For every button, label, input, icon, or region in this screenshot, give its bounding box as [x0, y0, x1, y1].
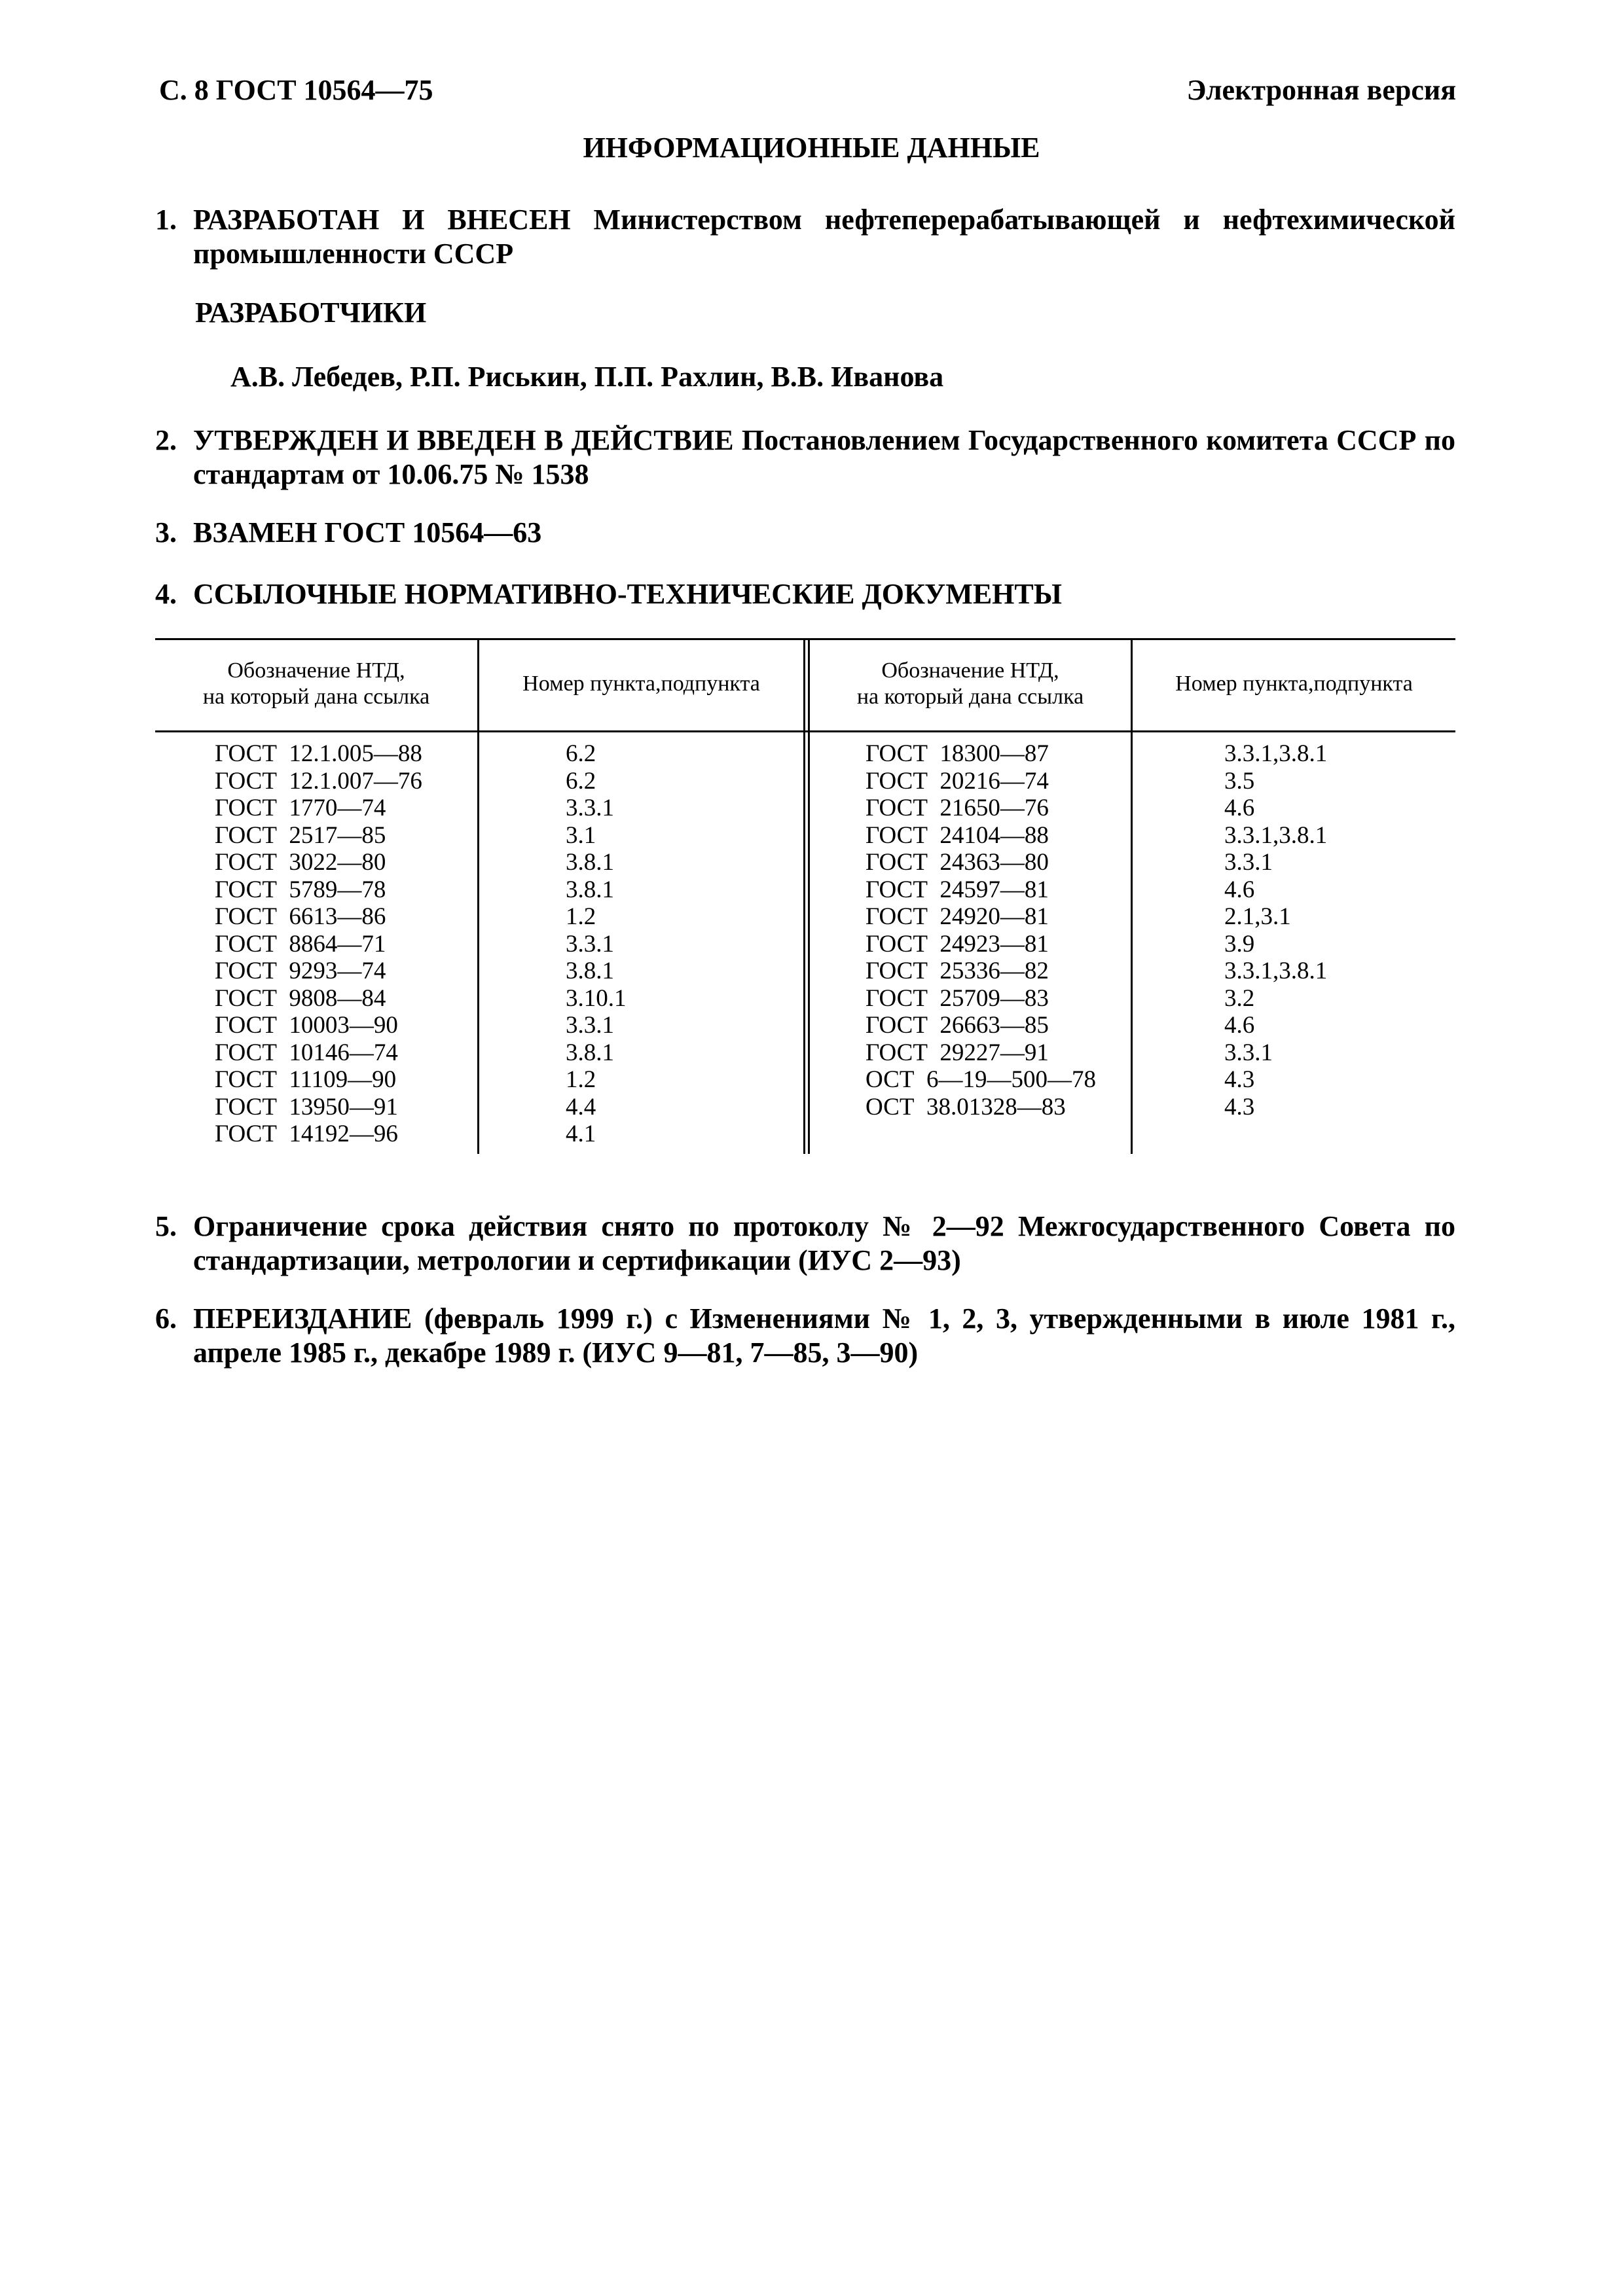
table-cell-document: ГОСТ 24923—81 [866, 930, 1049, 958]
table-cell-item: 3.3.1 [1224, 849, 1273, 876]
item-number: 2. [155, 424, 177, 456]
developers-heading: РАЗРАБОТЧИКИ [195, 296, 427, 329]
right-items-column [1224, 740, 1327, 1121]
table-cell-document: ГОСТ 24920—81 [866, 903, 1049, 930]
table-cell-item: 3.3.1,3.8.1 [1224, 821, 1328, 849]
table-cell-item: 3.5 [1224, 767, 1255, 795]
table-cell-item: 3.8.1 [566, 958, 614, 984]
page-title: ИНФОРМАЦИОННЫЕ ДАННЫЕ [583, 132, 1040, 164]
table-cell-document: ГОСТ 2517—85 [215, 821, 386, 849]
table-cell-item: 3.10.1 [566, 984, 627, 1012]
item-number: 3. [155, 516, 177, 548]
table-cell-item: 6.2 [566, 740, 596, 767]
item-number: 1. [155, 204, 177, 236]
table-cell-document: ГОСТ 20216—74 [866, 767, 1049, 795]
table-cell-item: 2.1,3.1 [1224, 903, 1291, 930]
table-cell-document: ГОСТ 11109—90 [215, 1066, 397, 1093]
table-cell-document: ГОСТ 25336—82 [866, 958, 1049, 984]
table-cell-document: ГОСТ 26663—85 [866, 1012, 1049, 1039]
table-cell-document: ОСТ 38.01328—83 [866, 1093, 1066, 1121]
item-text: ПЕРЕИЗДАНИЕ (февраль 1999 г.) с Изменениями № 1, 2, 3, утвержденными в июле 1981 г., апреле 1985 г., декабре 1989 г. (ИУС 9—81, 7—85, 3—90) [193, 1302, 1455, 1369]
item-4 [155, 577, 1455, 611]
table-cell-item: 4.3 [1224, 1066, 1255, 1093]
table-header-rule [155, 730, 1455, 732]
item-text: РАЗРАБОТАН И ВНЕСЕН Министерством нефтеперерабатывающей и нефтехимической промышленности СССР [193, 204, 1455, 270]
table-cell-item: 3.3.1 [566, 1012, 614, 1039]
right-documents-column [866, 740, 1096, 1121]
table-cell-item: 4.6 [1224, 876, 1255, 903]
table-cell-document: ГОСТ 13950—91 [215, 1093, 398, 1121]
table-cell-document: ГОСТ 25709—83 [866, 984, 1049, 1012]
item-text: Ограничение срока действия снято по протоколу № 2—92 Межгосударственного Совета по стандартизации, метрологии и сертификации (ИУС 2—93) [193, 1210, 1455, 1276]
page-header-left: С. 8 ГОСТ 10564—75 [159, 74, 433, 106]
table-cell-document: ОСТ 6—19—500—78 [866, 1066, 1096, 1093]
table-cell-document: ГОСТ 21650—76 [866, 795, 1049, 821]
table-col-divider [477, 638, 479, 1154]
table-cell-item: 1.2 [566, 1066, 596, 1093]
table-cell-item: 3.8.1 [566, 876, 614, 903]
table-cell-item: 4.3 [1224, 1093, 1255, 1121]
table-center-divider-a [803, 638, 805, 1154]
table-cell-item: 1.2 [566, 903, 596, 930]
item-5 [155, 1210, 1455, 1278]
table-cell-document: ГОСТ 3022—80 [215, 849, 386, 876]
table-cell-document: ГОСТ 6613—86 [215, 903, 386, 930]
table-cell-item: 3.3.1,3.8.1 [1224, 958, 1328, 984]
table-cell-item: 4.6 [1224, 1012, 1255, 1039]
table-cell-document: ГОСТ 5789—78 [215, 876, 386, 903]
table-cell-item: 3.8.1 [566, 849, 614, 876]
item-3 [155, 516, 1455, 550]
table-header-designation: Обозначение НТД, на который дана ссылка [856, 658, 1084, 709]
table-center-divider-b [808, 638, 810, 1154]
table-cell-item: 3.3.1,3.8.1 [1224, 740, 1328, 767]
page-header-right: Электронная версия [1186, 74, 1456, 106]
item-number: 6. [155, 1302, 177, 1335]
item-1 [155, 203, 1455, 271]
item-text: УТВЕРЖДЕН И ВВЕДЕН В ДЕЙСТВИЕ Постановлением Государственного комитета СССР по стандартам от 10.06.75 № 1538 [193, 424, 1455, 490]
table-cell-item: 4.4 [566, 1093, 596, 1121]
table-cell-item: 3.1 [566, 821, 596, 849]
table-cell-document: ГОСТ 24104—88 [866, 821, 1049, 849]
table-cell-item: 3.3.1 [566, 930, 614, 958]
table-cell-document: ГОСТ 10146—74 [215, 1039, 398, 1066]
table-cell-document: ГОСТ 12.1.005—88 [215, 740, 422, 767]
item-number: 5. [155, 1210, 177, 1242]
table-cell-document: ГОСТ 14192—96 [215, 1121, 398, 1147]
item-text: ВЗАМЕН ГОСТ 10564—63 [193, 516, 542, 548]
table-cell-item: 4.6 [1224, 795, 1255, 821]
table-cell-document: ГОСТ 18300—87 [866, 740, 1049, 767]
table-header-item-number: Номер пункта,подпункта [522, 672, 760, 696]
table-cell-document: ГОСТ 1770—74 [215, 795, 386, 821]
table-cell-item: 4.1 [566, 1121, 596, 1147]
table-header-designation: Обозначение НТД, на который дана ссылка [202, 658, 430, 709]
table-cell-document: ГОСТ 29227—91 [866, 1039, 1049, 1066]
table-cell-item: 3.3.1 [566, 795, 614, 821]
table-cell-item: 3.3.1 [1224, 1039, 1273, 1066]
left-items-column [566, 740, 627, 1148]
table-cell-item: 3.8.1 [566, 1039, 614, 1066]
reference-table [155, 638, 1455, 1154]
item-text: ССЫЛОЧНЫЕ НОРМАТИВНО-ТЕХНИЧЕСКИЕ ДОКУМЕНТЫ [193, 578, 1062, 610]
item-number: 4. [155, 578, 177, 610]
table-cell-document: ГОСТ 9808—84 [215, 984, 386, 1012]
table-cell-item: 3.2 [1224, 984, 1255, 1012]
item-6 [155, 1302, 1455, 1370]
table-header-item-number: Номер пункта,подпункта [1175, 672, 1413, 696]
table-cell-document: ГОСТ 24597—81 [866, 876, 1049, 903]
table-top-rule [155, 638, 1455, 640]
table-col-divider [1131, 638, 1133, 1154]
table-cell-item: 3.9 [1224, 930, 1255, 958]
table-cell-item: 6.2 [566, 767, 596, 795]
table-cell-document: ГОСТ 8864—71 [215, 930, 386, 958]
developers-list: А.В. Лебедев, Р.П. Риськин, П.П. Рахлин, В.В. Иванова [230, 361, 944, 393]
table-cell-document: ГОСТ 9293—74 [215, 958, 386, 984]
table-cell-document: ГОСТ 24363—80 [866, 849, 1049, 876]
table-cell-document: ГОСТ 10003—90 [215, 1012, 398, 1039]
item-2 [155, 423, 1455, 492]
left-documents-column [215, 740, 422, 1148]
table-cell-document: ГОСТ 12.1.007—76 [215, 767, 422, 795]
